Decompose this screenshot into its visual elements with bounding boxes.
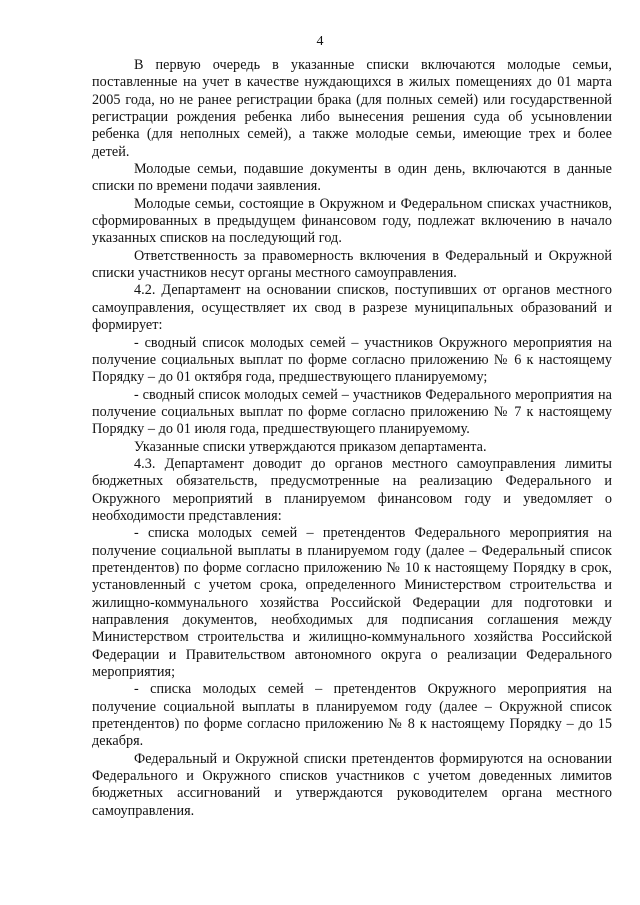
list-item-federal-summary: - сводный список молодых семей – участников Федерального мероприятия на получение социальных выплат по форме согласно приложению № 7 к настоящему Порядку – до 01 июля года, предшествующего планируемому. xyxy=(92,386,612,438)
paragraph-lists-approval: Указанные списки утверждаются приказом департамента. xyxy=(134,438,487,455)
paragraph-section-4-2: 4.2. Департамент на основании списков, поступивших от органов местного самоуправления, осуществляет их свод в разрезе муниципальных образований и формирует: xyxy=(92,282,612,334)
list-item-district-summary: - сводный список молодых семей – участников Окружного мероприятия на получение социальных выплат по форме согласно приложению № 6 к настоящему Порядку – до 01 октября года, предшествующего планируемому; xyxy=(92,334,612,386)
paragraph-previous-year-lists: Молодые семьи, состоящие в Окружном и Федеральном списках участников, сформированных в предыдущем финансовом году, подлежат включению в начало указанных списков на последующий год. xyxy=(92,195,612,247)
paragraph-section-4-3: 4.3. Департамент доводит до органов местного самоуправления лимиты бюджетных обязательств, предусмотренные на реализацию Федерального и Окружного мероприятий в планируемом финансовом году и уведомляет о необходимости представления: xyxy=(92,455,612,524)
paragraph-candidate-lists-formation: Федеральный и Окружной списки претендентов формируются на основании Федерального и Окружного списков участников с учетом доведенных лимитов бюджетных ассигнований и утверждаются руководителем органа местного самоуправления. xyxy=(92,750,612,819)
paragraph-priority-families: В первую очередь в указанные списки включаются молодые семьи, поставленные на учет в качестве нуждающихся в жилых помещениях до 01 марта 2005 года, но не ранее регистрации брака (для полных семей) или государственной регистрации рождения ребенка либо вынесения решения суда об усыновлении ребенка (для неполных семей), а также молодые семьи, имеющие трех и более детей. xyxy=(92,57,612,160)
list-item-federal-candidates: - списка молодых семей – претендентов Федерального мероприятия на получение социальной выплаты в планируемом году (далее – Федеральный список претендентов) по форме согласно приложению № 10 к настоящему Порядку в срок, установленный с учетом срока, определенного Министерством строительства и жилищно-коммунального хозяйства Российской Федерации для подготовки и направления документов, необходимых для подписания соглашения между Министерством строительства и жилищно-коммунального хозяйства Российской Федерации и Правительством автономного округа о реализации Федерального мероприятия; xyxy=(92,525,612,681)
paragraph-same-day-submission: Молодые семьи, подавшие документы в один день, включаются в данные списки по времени подачи заявления. xyxy=(92,161,612,195)
paragraph-responsibility: Ответственность за правомерность включения в Федеральный и Окружной списки участников несут органы местного самоуправления. xyxy=(92,247,612,282)
list-item-district-candidates: - списка молодых семей – претендентов Окружного мероприятия на получение социальной выплаты в планируемом году (далее – Окружной список претендентов) по форме согласно приложению № 8 к настоящему Порядку – до 15 декабря. xyxy=(92,681,612,750)
page-number: 4 xyxy=(316,34,324,49)
document-body xyxy=(92,57,612,820)
